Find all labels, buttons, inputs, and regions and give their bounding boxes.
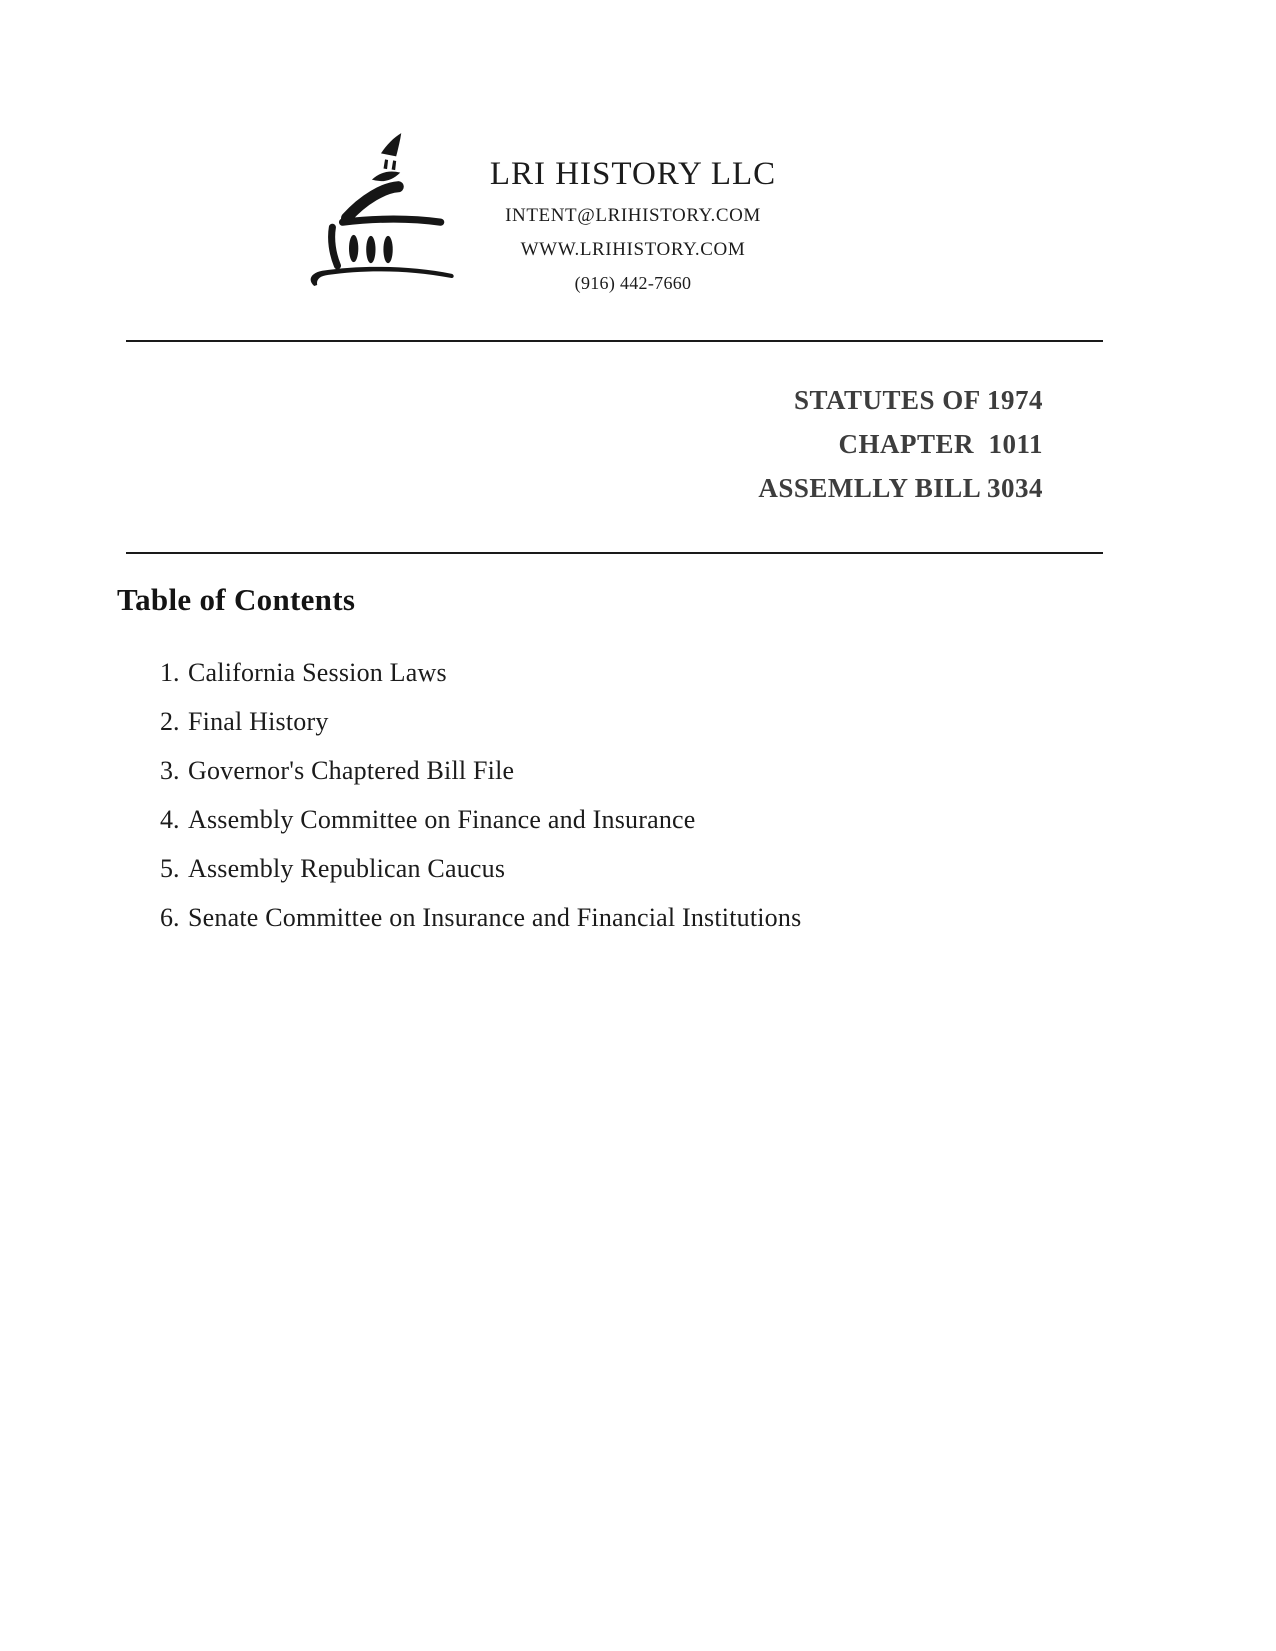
toc-item: [160, 697, 801, 746]
statutes-line: STATUTES OF 1974: [793, 385, 1043, 415]
toc-item-label: Assembly Committee on Finance and Insurance: [188, 804, 696, 834]
letterhead: [432, 154, 834, 295]
toc-item-number: 1.: [160, 657, 180, 687]
toc-item-label: California Session Laws: [188, 657, 447, 687]
toc-item: [160, 893, 801, 942]
chapter-line: CHAPTER 1011: [838, 429, 1043, 459]
toc-item-number: 5.: [160, 853, 180, 883]
statutes-title-block: [758, 378, 1043, 510]
company-name: LRI HISTORY LLC: [489, 156, 777, 192]
company-phone: (916) 442-7660: [574, 273, 692, 293]
toc-item-number: 4.: [160, 804, 180, 834]
toc-item-number: 3.: [160, 755, 180, 785]
toc-item-label: Assembly Republican Caucus: [188, 853, 506, 883]
company-website: WWW.LRIHISTORY.COM: [520, 239, 746, 260]
horizontal-rule-bottom: [126, 552, 1103, 554]
toc-item: [160, 648, 801, 697]
toc-item: [160, 844, 801, 893]
assembly-bill-line: ASSEMLLY BILL 3034: [758, 473, 1043, 503]
toc-item: [160, 746, 801, 795]
toc-list: [160, 648, 801, 942]
toc-item-number: 2.: [160, 706, 180, 736]
toc-item-number: 6.: [160, 902, 180, 932]
toc-item: [160, 795, 801, 844]
toc-item-label: Final History: [188, 706, 329, 736]
toc-item-label: Senate Committee on Insurance and Financial Institutions: [188, 902, 802, 932]
horizontal-rule-top: [126, 340, 1103, 342]
toc-item-label: Governor's Chaptered Bill File: [188, 755, 515, 785]
company-email: INTENT@LRIHISTORY.COM: [505, 205, 761, 226]
toc-heading: Table of Contents: [117, 582, 356, 617]
